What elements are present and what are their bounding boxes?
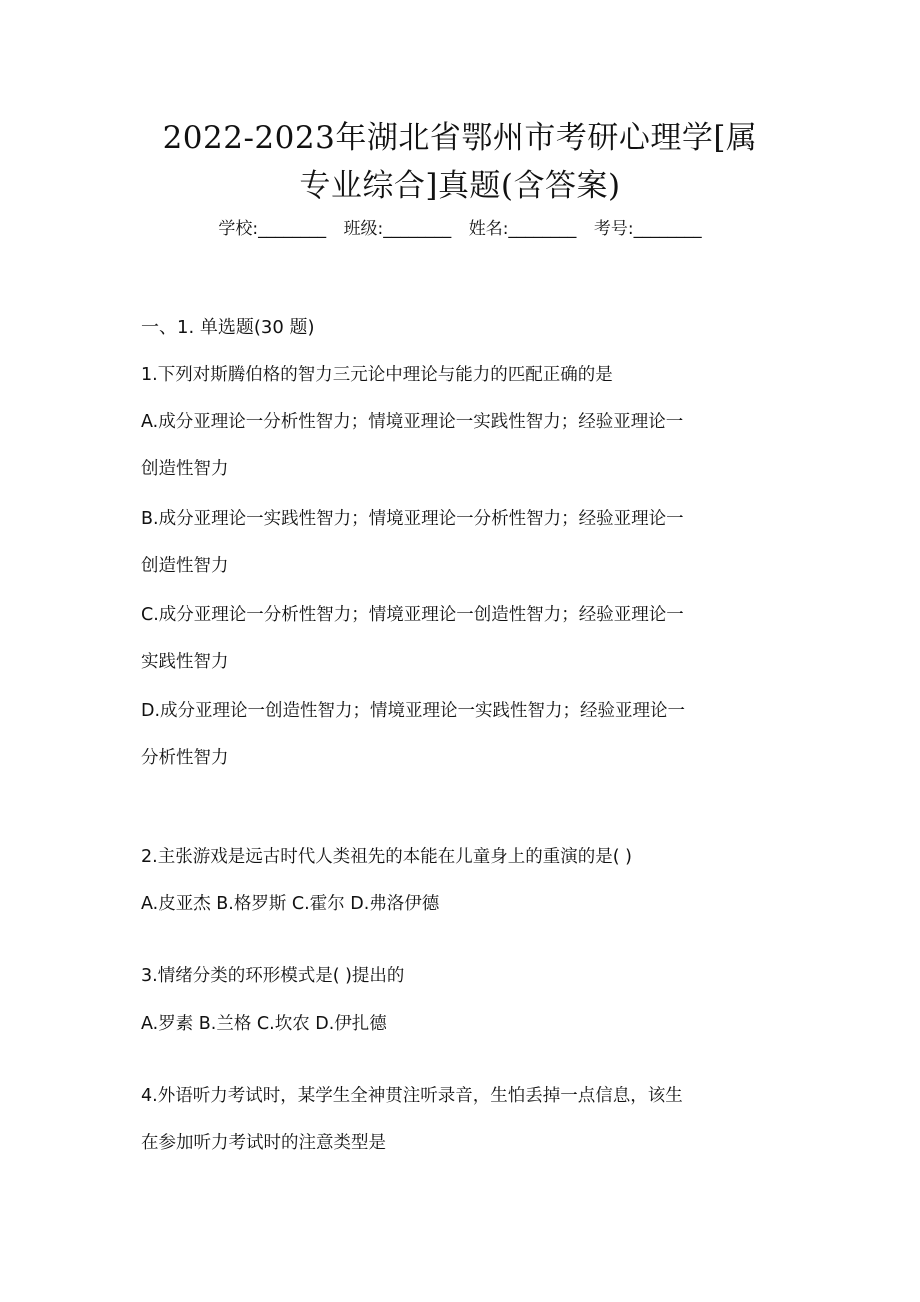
question-4-stem-cont: 在参加听力考试时的注意类型是	[141, 1133, 386, 1153]
class-field[interactable]: 班级:________	[343, 219, 452, 239]
question-2-options: A.皮亚杰 B.格罗斯 C.霍尔 D.弗洛伊德	[141, 894, 440, 914]
exam-number-field[interactable]: 考号:________	[593, 219, 702, 239]
question-1-stem: 1.下列对斯腾伯格的智力三元论中理论与能力的匹配正确的是	[141, 365, 613, 385]
question-1-option-d-cont: 分析性智力	[141, 748, 229, 768]
section-heading: 一、1. 单选题(30 题)	[141, 317, 315, 338]
name-field[interactable]: 姓名:________	[468, 219, 577, 239]
student-info-fields	[0, 216, 920, 242]
question-3-options: A.罗素 B.兰格 C.坎农 D.伊扎德	[141, 1014, 387, 1034]
question-1-option-b-cont: 创造性智力	[141, 556, 229, 576]
document-title-line-1: 2022-2023年湖北省鄂州市考研心理学[属	[162, 120, 758, 156]
document-title-line-2: 专业综合]真题(含答案)	[299, 168, 621, 204]
question-1-option-b: B.成分亚理论一实践性智力；情境亚理论一分析性智力；经验亚理论一	[141, 509, 684, 529]
question-1-option-a: A.成分亚理论一分析性智力；情境亚理论一实践性智力；经验亚理论一	[141, 412, 684, 432]
question-1-option-d: D.成分亚理论一创造性智力；情境亚理论一实践性智力；经验亚理论一	[141, 701, 686, 721]
question-2-stem: 2.主张游戏是远古时代人类祖先的本能在儿童身上的重演的是( )	[141, 847, 632, 867]
question-1-option-c-cont: 实践性智力	[141, 652, 229, 672]
question-3-stem: 3.情绪分类的环形模式是( )提出的	[141, 966, 405, 986]
question-1-option-c: C.成分亚理论一分析性智力；情境亚理论一创造性智力；经验亚理论一	[141, 605, 684, 625]
school-field[interactable]: 学校:________	[218, 219, 327, 239]
question-1-option-a-cont: 创造性智力	[141, 459, 229, 479]
question-4-stem: 4.外语听力考试时，某学生全神贯注听录音，生怕丢掉一点信息，该生	[141, 1086, 683, 1106]
